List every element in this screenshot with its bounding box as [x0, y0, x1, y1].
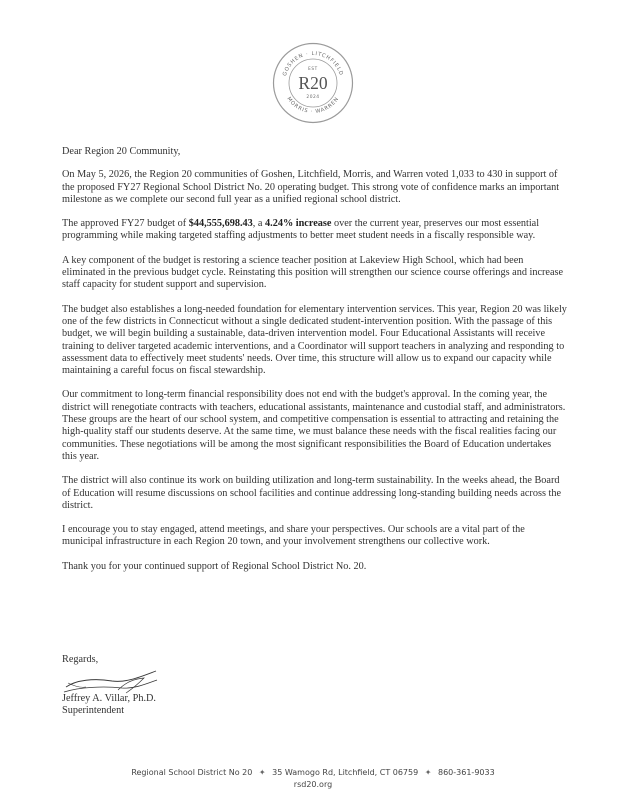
paragraph-vote-results: On May 5, 2026, the Region 20 communities of Goshen, Litchfield, Morris, and Warren voted 1,033 to 430 in support of the proposed FY27 Regional School District No. 20 operating budget. This strong vote of confidence marks an important milestone as we complete our second full year as a unified regional school district. — [62, 169, 560, 205]
footer-contact-line — [0, 767, 626, 779]
signer-name: Jeffrey A. Villar, Ph.D. — [62, 693, 156, 704]
paragraph-intervention-services: The budget also establishes a long-needed foundation for elementary intervention services. This year, Region 20 was likely one of the few districts in Connecticut without a single dedicated student-intervention position. With the passage of this budget, we will begin building a sustainable, data-driven intervention model. Four Educational Assistants will receive training to deliver targeted academic interventions, and a Coordinator will support teachers in analyzing and responding to assessment data to effectively meet students' needs. Over time, this structure will allow us to expand our capacity while maintaining a careful focus on fiscal stewardship. — [62, 303, 567, 377]
budget-text-connector: , a — [252, 218, 265, 230]
seal-monogram: R20 — [298, 73, 328, 93]
letterhead-footer — [0, 767, 626, 791]
budget-amount: $44,555,698.43 — [188, 218, 253, 230]
paragraph-approved-budget — [62, 218, 568, 243]
closing: Regards, — [62, 654, 99, 665]
paragraph-stay-engaged: I encourage you to stay engaged, attend meetings, and share your perspectives. Our schools are a vital part of the municipal infrastructure in each Region 20 town, and your involvement strengthens our collective work. — [62, 524, 525, 548]
paragraph-thank-you: Thank you for your continued support of Regional School District No. 20. — [62, 560, 367, 572]
budget-text-rest: over the current year, preserves our most essential programming while making targeted staffing adjustments to better meet student needs in a fiscally responsible way. — [62, 218, 540, 242]
footer-separator-icon: ✦ — [424, 768, 432, 777]
budget-text-lead: The approved FY27 budget of — [62, 218, 189, 230]
paragraph-financial-responsibility: Our commitment to long-term financial responsibility does not end with the budget's approval. In the coming year, the district will renegotiate contracts with teachers, educational assistants, maintenance and custodial staff, and administrators. These groups are the heart of our school system, and competitive compensation is essential to attracting and retaining the high-quality staff our students deserve. At the same time, we must balance these needs with the fiscal realities facing our communities. These negotiations will be among the most significant responsibilities the Board of Education undertakes this year. — [62, 389, 566, 462]
footer-separator-icon: ✦ — [258, 768, 266, 777]
footer-address: 35 Wamogo Rd, Litchfield, CT 06759 — [272, 768, 419, 777]
seal-arc-bottom-text: MORRIS · WARREN — [285, 96, 341, 116]
budget-increase: 4.24% increase — [265, 218, 332, 230]
signature-block — [62, 693, 156, 718]
footer-phone: 860-361-9033 — [438, 768, 495, 777]
paragraph-building-utilization: The district will also continue its work on building utilization and long-term sustainability. In the weeks ahead, the Board of Education will resume discussions on school facilities and continue addressing long-standing building needs across the district. — [62, 475, 562, 511]
letter-body — [62, 146, 568, 585]
signer-title: Superintendent — [62, 705, 125, 717]
paragraph-science-teacher: A key component of the budget is restoring a science teacher position at Lakeview High School, which had been eliminated in the previous budget cycle. Reinstating this position will strengthen our science course offerings and increase staff capacity for student support and supervision. — [62, 254, 564, 291]
seal-arc-top-text: GOSHEN · LITCHFIELD — [281, 50, 345, 77]
salutation: Dear Region 20 Community, — [62, 146, 181, 157]
footer-district-name: Regional School District No 20 — [131, 768, 253, 777]
seal-year-text: 2024 — [306, 95, 320, 100]
footer-website: rsd20.org — [293, 780, 333, 789]
district-seal-logo — [272, 42, 354, 124]
seal-est-text: EST — [308, 66, 318, 71]
